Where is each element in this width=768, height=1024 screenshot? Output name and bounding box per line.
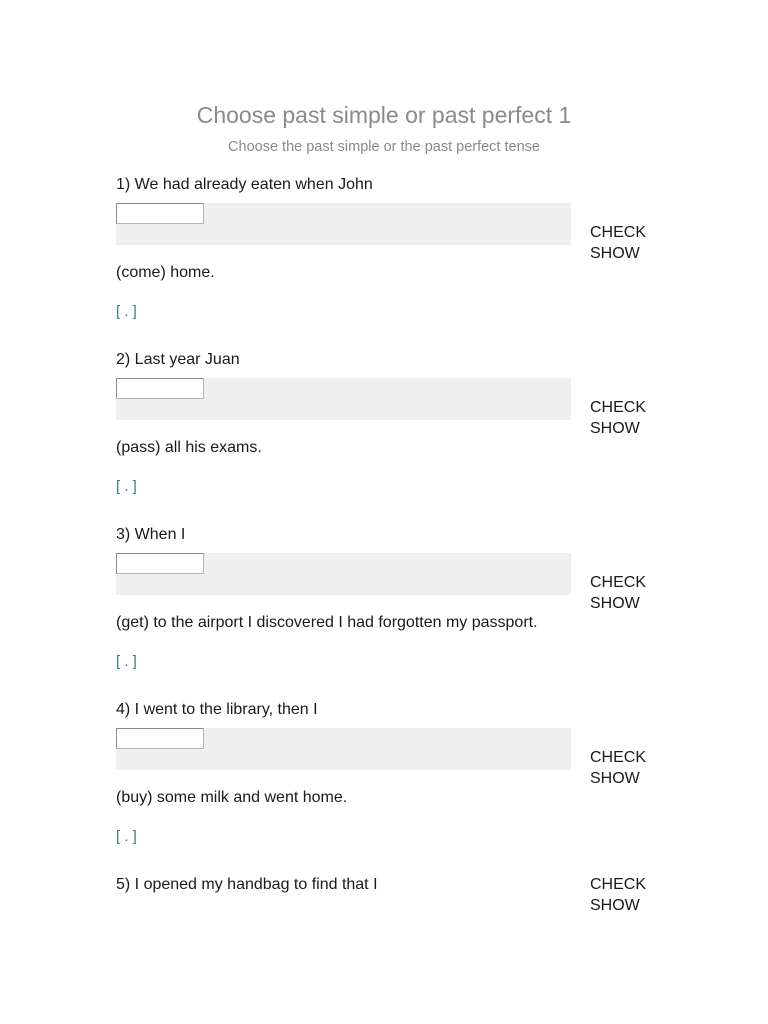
show-button[interactable]: SHOW [590,420,640,437]
question-continuation: (pass) all his exams. [116,439,262,456]
question-actions [590,874,646,916]
question-prompt: 1) We had already eaten when John [116,176,373,193]
check-button[interactable]: CHECK [590,399,647,416]
answer-input-3[interactable] [116,553,204,574]
feedback-placeholder: [ . ] [116,478,137,495]
question-actions [590,747,646,789]
feedback-placeholder: [ . ] [116,303,137,320]
show-button[interactable]: SHOW [590,595,640,612]
answer-area [116,203,571,245]
question-5 [116,875,716,914]
question-actions [590,572,646,614]
question-continuation: (come) home. [116,264,215,281]
answer-area [116,553,571,595]
check-button[interactable]: CHECK [590,224,647,241]
question-continuation: (get) to the airport I discovered I had forgotten my passport. [116,614,538,631]
answer-input-4[interactable] [116,728,204,749]
question-continuation: (buy) some milk and went home. [116,789,348,806]
question-3 [116,525,716,670]
question-prompt: 3) When I [116,526,186,543]
answer-area [116,378,571,420]
question-actions [590,397,646,439]
feedback-placeholder: [ . ] [116,828,137,845]
answer-input-1[interactable] [116,203,204,224]
check-button[interactable]: CHECK [590,574,647,591]
show-button[interactable]: SHOW [590,245,640,262]
show-button[interactable]: SHOW [590,770,640,787]
check-button[interactable]: CHECK [590,876,647,893]
question-prompt: 2) Last year Juan [116,351,240,368]
question-2 [116,350,716,495]
check-button[interactable]: CHECK [590,749,647,766]
feedback-placeholder: [ . ] [116,653,137,670]
page-subtitle: Choose the past simple or the past perfect tense [228,139,540,155]
answer-area [116,728,571,770]
question-prompt: 5) I opened my handbag to find that I [116,876,378,893]
question-prompt: 4) I went to the library, then I [116,701,318,718]
question-1 [116,175,716,320]
question-4 [116,700,716,845]
page-title: Choose past simple or past perfect 1 [196,102,572,128]
answer-input-2[interactable] [116,378,204,399]
show-button[interactable]: SHOW [590,897,640,914]
question-actions [590,222,646,264]
